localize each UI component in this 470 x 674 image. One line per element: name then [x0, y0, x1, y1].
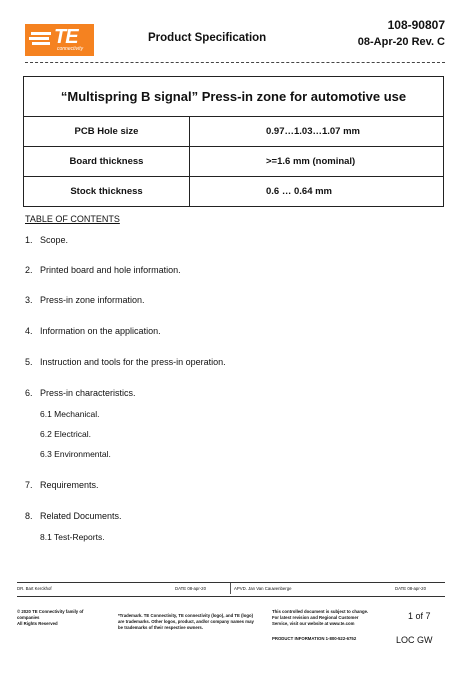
- toc-item: [25, 265, 181, 275]
- toc-item-number: 3.: [25, 295, 33, 305]
- loc-code: LOC GW: [396, 635, 433, 645]
- toc-item: [25, 357, 226, 367]
- toc-item: [25, 511, 122, 521]
- table-row: [24, 117, 444, 147]
- copyright-line: © 2020 TE Connectivity family of: [17, 609, 84, 614]
- doc-date: 08-Apr-20 Rev. C: [357, 36, 445, 48]
- toc-subitem: 8.1 Test-Reports.: [40, 532, 105, 542]
- table-row-label: PCB Hole size: [24, 117, 190, 147]
- trademark-line: are trademarks. Other logos, product, and/or company names may: [118, 619, 254, 624]
- control-line: Service, visit our website at www.te.com: [272, 621, 355, 626]
- toc-item: [25, 326, 161, 336]
- spec-table-title: “Multispring B signal” Press-in zone for automotive use: [24, 77, 444, 117]
- control-line: This controlled document is subject to change.: [272, 609, 369, 614]
- toc-item-text: Press-in characteristics.: [40, 388, 136, 398]
- toc-item-text: Scope.: [40, 235, 69, 245]
- logo-subtext: connectivity: [57, 46, 84, 52]
- trademark-block: [118, 613, 254, 631]
- approver: APVD. Jan Van Cauwenberge: [234, 586, 292, 591]
- toc-item-text: Printed board and hole information.: [40, 265, 181, 275]
- table-row-value: 0.6 … 0.64 mm: [190, 177, 444, 207]
- logo-text: TE: [54, 26, 78, 48]
- footer-mid-line: [17, 596, 445, 597]
- table-row: [24, 147, 444, 177]
- drafter: DR. Bart Kerckhof: [17, 586, 52, 591]
- copyright-block: [17, 609, 83, 627]
- spec-table: [23, 76, 444, 207]
- toc-item-number: 6.: [25, 388, 33, 398]
- toc-item: [25, 295, 145, 305]
- spec-title: Product Specification: [148, 32, 267, 44]
- toc-item-text: Instruction and tools for the press-in operation.: [40, 357, 226, 367]
- toc-item-number: 4.: [25, 326, 33, 336]
- footer-divider: [230, 583, 231, 594]
- toc-item-text: Related Documents.: [40, 511, 122, 521]
- table-row-value: >=1.6 mm (nominal): [190, 147, 444, 177]
- table-row: [24, 177, 444, 207]
- toc-item-number: 5.: [25, 357, 33, 367]
- toc-item-number: 7.: [25, 480, 33, 490]
- te-stripes-icon: [29, 31, 53, 47]
- toc-item-number: 8.: [25, 511, 33, 521]
- doc-number: 108-90807: [387, 18, 445, 32]
- trademark-line: be trademarks of their respective owners.: [118, 625, 204, 630]
- toc-heading: TABLE OF CONTENTS: [25, 214, 120, 224]
- te-connectivity-logo: [25, 24, 94, 56]
- toc-item: [25, 388, 136, 398]
- toc-item-text: Press-in zone information.: [40, 295, 145, 305]
- toc-subitem: 6.2 Electrical.: [40, 429, 92, 439]
- copyright-line: All Rights Reserved: [17, 621, 58, 626]
- product-info: PRODUCT INFORMATION 1-800-522-6752: [272, 636, 357, 641]
- toc-item: [25, 235, 68, 245]
- page-number: 1 of 7: [408, 611, 431, 621]
- toc-item: [25, 480, 99, 490]
- approver-date: DATE 08-apr-20: [395, 586, 426, 591]
- toc-item-text: Information on the application.: [40, 326, 161, 336]
- toc-subitem: 6.1 Mechanical.: [40, 409, 100, 419]
- table-row-value: 0.97…1.03…1.07 mm: [190, 117, 444, 147]
- toc-subitem: 6.3 Environmental.: [40, 449, 111, 459]
- toc-item-text: Requirements.: [40, 480, 99, 490]
- control-block: [272, 609, 368, 627]
- copyright-line: companies: [17, 615, 40, 620]
- drafter-date: DATE 08-apr-20: [175, 586, 206, 591]
- control-line: For latest revision and Regional Customer: [272, 615, 359, 620]
- header-divider: [25, 62, 445, 63]
- footer-top-line: [17, 582, 445, 583]
- trademark-line: *Trademark. TE Connectivity, TE connectivity (logo), and TE (logo): [118, 613, 254, 618]
- toc-item-number: 2.: [25, 265, 33, 275]
- table-row-label: Board thickness: [24, 147, 190, 177]
- table-row-label: Stock thickness: [24, 177, 190, 207]
- toc-item-number: 1.: [25, 235, 33, 245]
